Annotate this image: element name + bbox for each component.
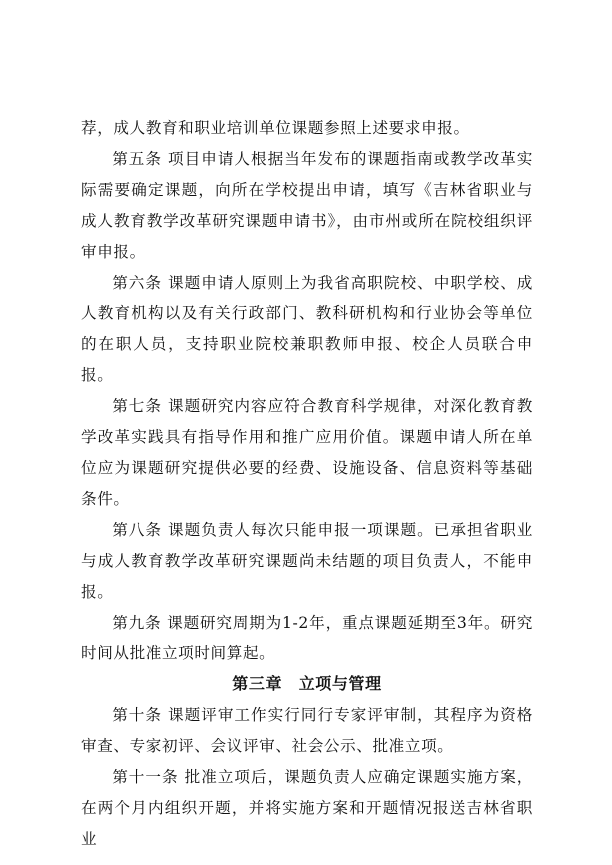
article-5-paragraph: 第五条 项目申请人根据当年发布的课题指南或教学改革实际需要确定课题，向所在学校提出申请，填写《吉林省职业与成人教育教学改革研究课题申请书》，由市州或所在院校组织评审申报。 [81, 149, 533, 261]
article-9-paragraph: 第九条 课题研究周期为1-2年，重点课题延期至3年。研究时间从批准立项时间算起。 [81, 613, 533, 663]
article-7-paragraph: 第七条 课题研究内容应符合教育科学规律，对深化教育教学改革实践具有指导作用和推广应用价值。课题申请人所在单位应为课题研究提供必要的经费、设施设备、信息资料等基础条件。 [81, 397, 533, 508]
article-10-paragraph: 第十条 课题评审工作实行同行专家评审制，其程序为资格审查、专家初评、会议评审、社会公示、批准立项。 [81, 706, 533, 756]
chapter-heading: 第三章 立项与管理 [232, 674, 382, 694]
paragraph-continuation: 荐，成人教育和职业培训单位课题参照上述要求申报。 [81, 119, 470, 137]
article-11-paragraph: 第十一条 批准立项后，课题负责人应确定课题实施方案，在两个月内组织开题，并将实施方案和开题情况报送吉林省职业 [81, 768, 533, 848]
article-8-paragraph: 第八条 课题负责人每次只能申报一项课题。已承担省职业与成人教育教学改革研究课题尚未结题的项目负责人，不能申报。 [81, 520, 533, 601]
article-6-paragraph: 第六条 课题申请人原则上为我省高职院校、中职学校、成人教育机构以及有关行政部门、教科研机构和行业协会等单位的在职人员，支持职业院校兼职教师申报、校企人员联合申报。 [81, 273, 533, 385]
document-body [81, 113, 533, 855]
